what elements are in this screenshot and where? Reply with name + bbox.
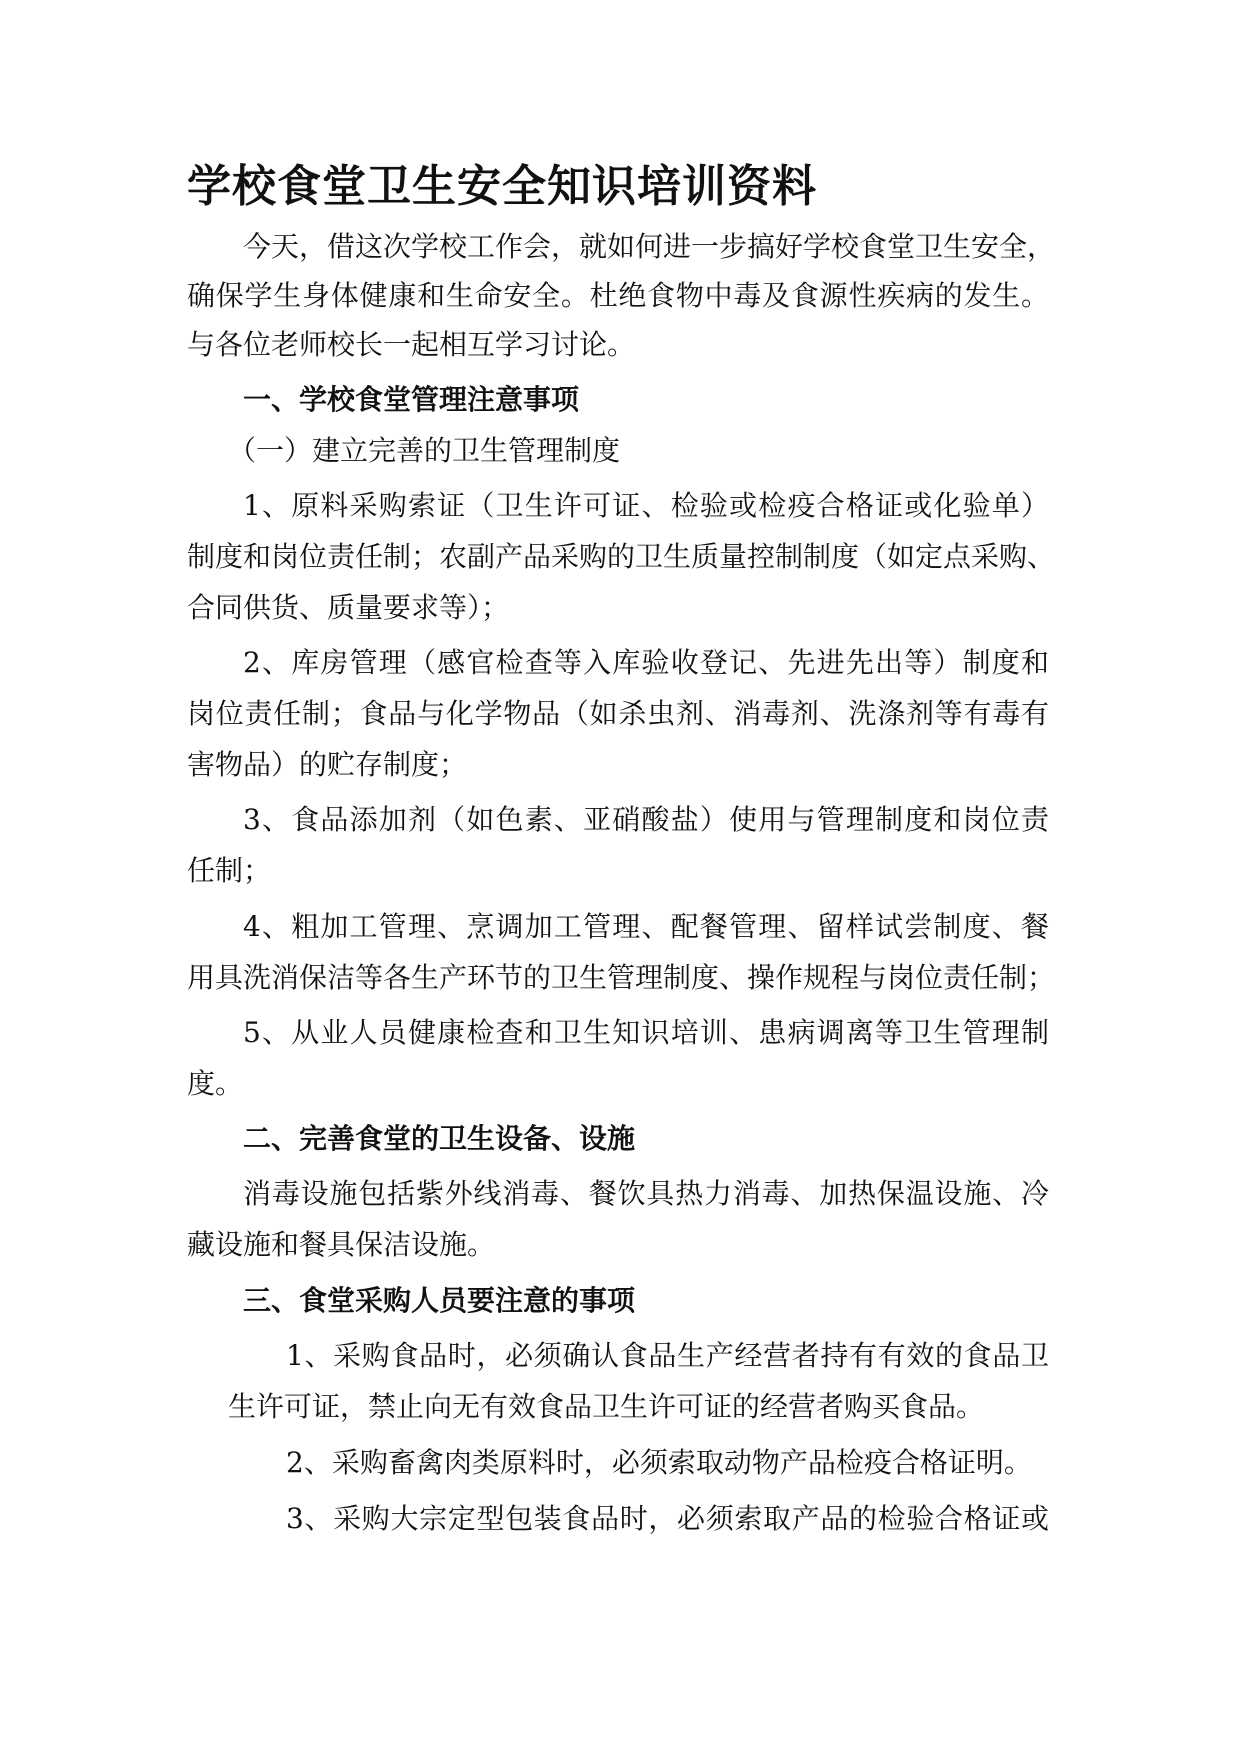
item-2-line-2: 岗位责任制；食品与化学物品（如杀虫剂、消毒剂、洗涤剂等有毒有 — [187, 697, 1049, 730]
section-3-item-3-line-1: 3、采购大宗定型包装食品时，必须索取产品的检验合格证或 — [286, 1502, 1049, 1535]
section-3-item-1-line-2: 生许可证，禁止向无有效食品卫生许可证的经营者购买食品。 — [228, 1390, 985, 1423]
intro-line-1: 今天，借这次学校工作会，就如何进一步搞好学校食堂卫生安全， — [243, 230, 1056, 263]
section-heading-3: 三、食堂采购人员要注意的事项 — [243, 1284, 636, 1317]
section-3-item-1-line-1: 1、采购食品时，必须确认食品生产经营者持有有效的食品卫 — [286, 1339, 1049, 1372]
item-3-line-2: 任制； — [187, 854, 272, 887]
item-2-line-3: 害物品）的贮存制度； — [187, 748, 468, 781]
item-2-line-1: 2、库房管理（感官检查等入库验收登记、先进先出等）制度和 — [243, 646, 1049, 679]
section-2-line-1: 消毒设施包括紫外线消毒、餐饮具热力消毒、加热保温设施、冷 — [243, 1177, 1049, 1210]
item-4-line-1: 4、粗加工管理、烹调加工管理、配餐管理、留样试尝制度、餐 — [243, 910, 1049, 943]
item-5-line-2: 度。 — [187, 1067, 244, 1100]
item-1-line-1: 1、原料采购索证（卫生许可证、检验或检疫合格证或化验单） — [243, 489, 1049, 522]
item-4-line-2: 用具洗消保洁等各生产环节的卫生管理制度、操作规程与岗位责任制； — [187, 961, 1056, 994]
intro-line-2: 确保学生身体健康和生命安全。杜绝食物中毒及食源性疾病的发生。 — [187, 279, 1049, 312]
intro-line-3: 与各位老师校长一起相互学习讨论。 — [187, 328, 636, 361]
item-3-line-1: 3、食品添加剂（如色素、亚硝酸盐）使用与管理制度和岗位责 — [243, 803, 1049, 836]
document-title: 学校食堂卫生安全知识培训资料 — [187, 161, 817, 212]
section-heading-1: 一、学校食堂管理注意事项 — [243, 383, 580, 416]
item-1-line-2: 制度和岗位责任制；农副产品采购的卫生质量控制制度（如定点采购、 — [187, 540, 1056, 573]
item-1-line-3: 合同供货、质量要求等）； — [187, 591, 510, 624]
section-3-item-2: 2、采购畜禽肉类原料时，必须索取动物产品检疫合格证明。 — [286, 1446, 1032, 1479]
section-2-line-2: 藏设施和餐具保洁设施。 — [187, 1228, 496, 1261]
section-heading-2: 二、完善食堂的卫生设备、设施 — [243, 1122, 636, 1155]
subsection-heading-1: （一）建立完善的卫生管理制度 — [228, 434, 621, 467]
item-5-line-1: 5、从业人员健康检查和卫生知识培训、患病调离等卫生管理制 — [243, 1016, 1049, 1049]
